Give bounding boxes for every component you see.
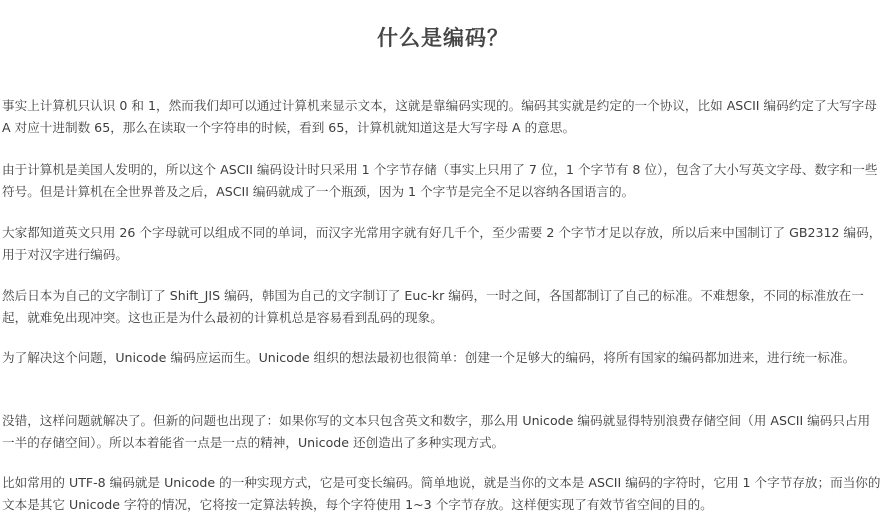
paragraph-3: 大家都知道英文只用 26 个字母就可以组成不同的单词，而汉字光常用字就有好几千个，至少需要 2 个字节才足以存放，所以后来中国制订了 GB2312 编码，用于对汉字进行编码。 bbox=[2, 225, 882, 262]
paragraph-7: 比如常用的 UTF-8 编码就是 Unicode 的一种实现方式，它是可变长编码。简单地说，就是当你的文本是 ASCII 编码的字符时，它用 1 个字节存放；而当你的文本是其它 Unicode 字符的情况，它将按一定算法转换，每个字符使用 1~3 个字节存放。这样便实现了有效节省空间的目的。 bbox=[2, 475, 881, 512]
paragraph-6: 没错，这样问题就解决了。但新的问题也出现了：如果你写的文本只包含英文和数字，那么用 Unicode 编码就显得特别浪费存储空间（用 ASCII 编码只占用一半的存储空间）。所以本着能省一点是一点的精神，Unicode 还创造出了多种实现方式。 bbox=[2, 413, 871, 450]
paragraph-4: 然后日本为自己的文字制订了 Shift_JIS 编码，韩国为自己的文字制订了 Euc-kr 编码，一时之间，各国都制订了自己的标准。不难想象，不同的标准放在一起，就难免出现冲突。这也正是为什么最初的计算机总是容易看到乱码的现象。 bbox=[2, 288, 864, 325]
paragraph-1: 事实上计算机只认识 0 和 1，然而我们却可以通过计算机来显示文本，这就是靠编码实现的。编码其实就是约定的一个协议，比如 ASCII 编码约定了大写字母 A 对应十进制数 65，那么在读取一个字符串的时候，看到 65，计算机就知道这是大写字母 A 的意思。 bbox=[2, 98, 877, 135]
paragraph-5: 为了解决这个问题，Unicode 编码应运而生。Unicode 组织的想法最初也很简单：创建一个足够大的编码，将所有国家的编码都加进来，进行统一标准。 bbox=[2, 350, 856, 365]
article-title: 什么是编码？ bbox=[377, 25, 509, 50]
paragraph-2: 由于计算机是美国人发明的，所以这个 ASCII 编码设计时只采用 1 个字节存储（事实上只用了 7 位，1 个字节有 8 位），包含了大小写英文字母、数字和一些符号。但是计算机在全世界普及之后，ASCII 编码就成了一个瓶颈，因为 1 个字节是完全不足以容纳各国语言的。 bbox=[2, 162, 878, 199]
